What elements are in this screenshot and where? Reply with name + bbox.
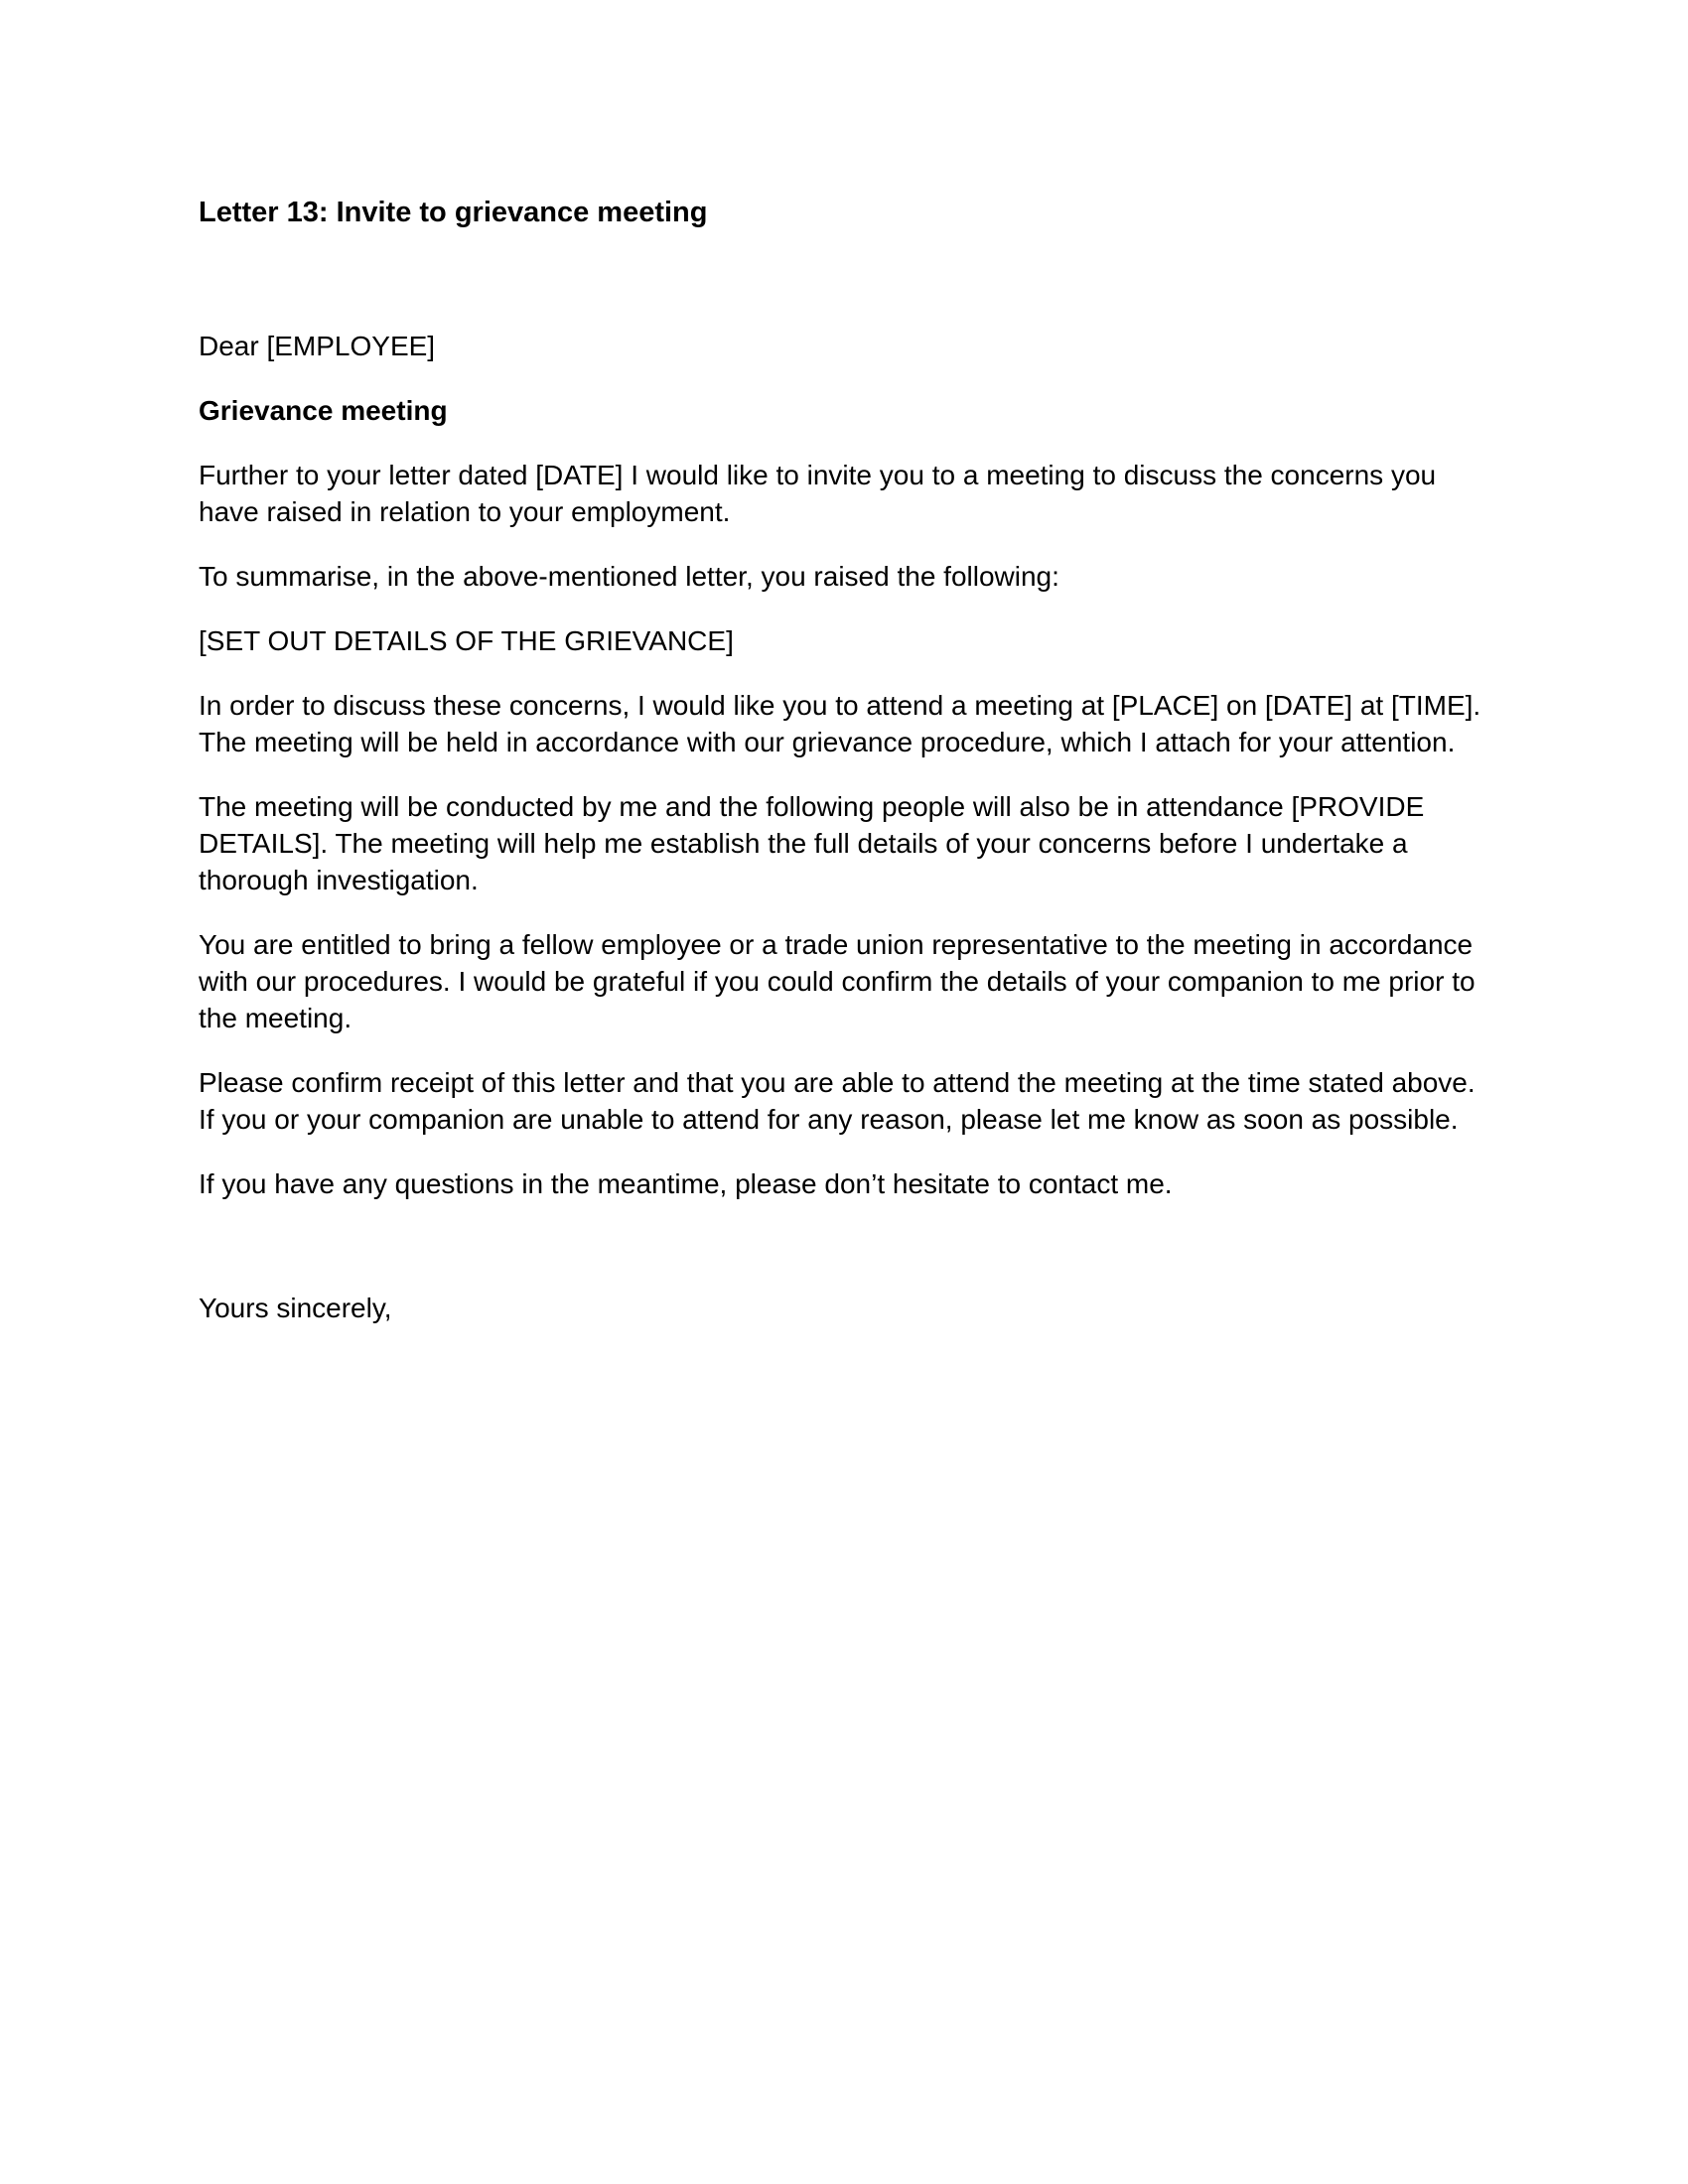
paragraph-companion: You are entitled to bring a fellow employee or a trade union representative to the meeting in accordance with our procedures. I would be grateful if you could confirm the details of your companion to me prior to the meeting.: [199, 929, 1476, 1033]
paragraph-attendance: The meeting will be conducted by me and the following people will also be in attendance [PROVIDE DETAILS]. The meeting will help me establish the full details of your concerns before I undertake a thorough investigation.: [199, 791, 1425, 895]
paragraph-meeting-details: In order to discuss these concerns, I would like you to attend a meeting at [PLACE] on [DATE] at [TIME]. The meeting will be held in accordance with our grievance procedure, which I attach for your attention.: [199, 690, 1481, 757]
subject-heading: Grievance meeting: [199, 395, 448, 426]
paragraph-invitation: Further to your letter dated [DATE] I would like to invite you to a meeting to discuss the concerns you have raised in relation to your employment.: [199, 460, 1437, 527]
paragraph-confirm-receipt: Please confirm receipt of this letter and that you are able to attend the meeting at the time stated above. If you or your companion are unable to attend for any reason, please let me know as soon as possible.: [199, 1067, 1476, 1135]
paragraph-grievance-details: [SET OUT DETAILS OF THE GRIEVANCE]: [199, 625, 734, 656]
letter-content: [199, 191, 1489, 1323]
letter-body: [199, 392, 1489, 1326]
letter-title: Letter 13: Invite to grievance meeting: [199, 197, 708, 228]
salutation: Dear [EMPLOYEE]: [199, 331, 436, 361]
paragraph-summary-intro: To summarise, in the above-mentioned letter, you raised the following:: [199, 561, 1059, 592]
paragraph-questions: If you have any questions in the meantime, please don’t hesitate to contact me.: [199, 1168, 1173, 1199]
signoff: Yours sincerely,: [199, 1293, 392, 1323]
